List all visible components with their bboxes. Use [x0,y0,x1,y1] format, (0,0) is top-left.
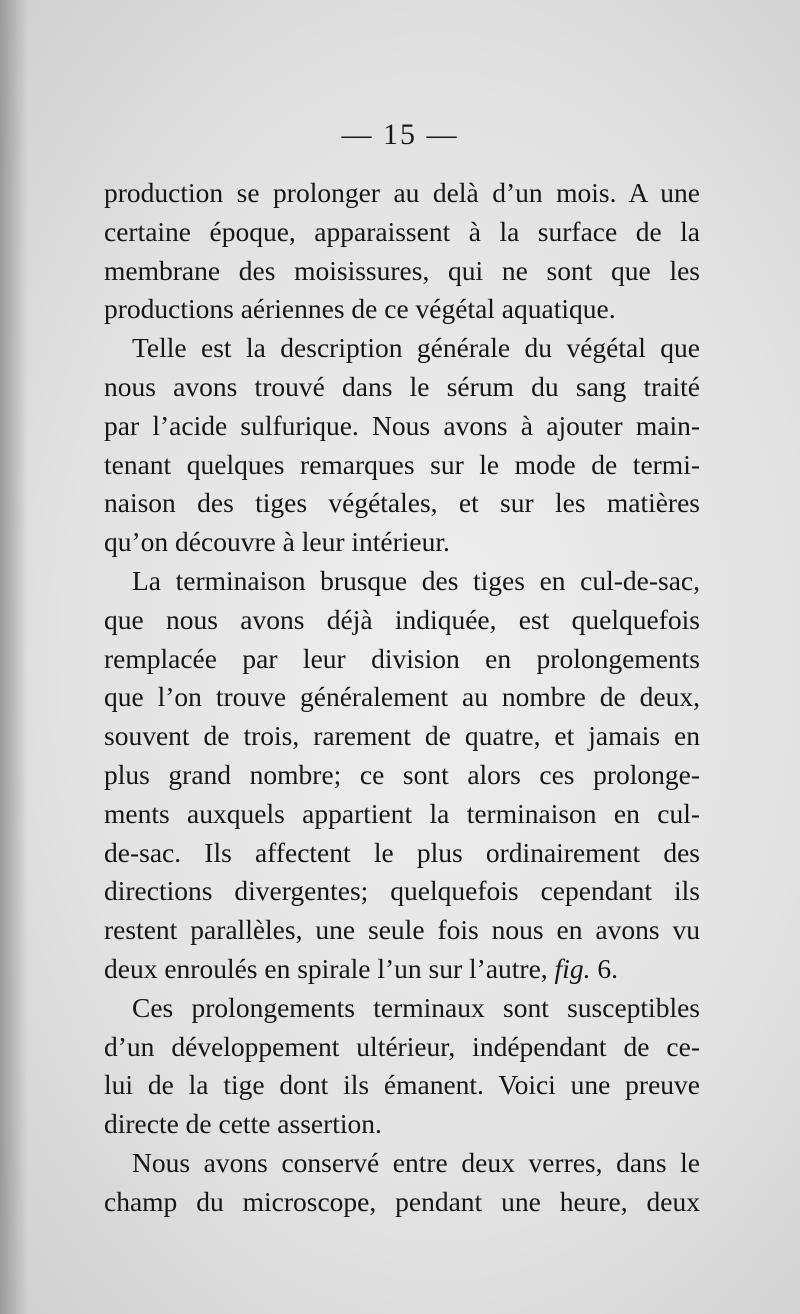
text-line: certaine époque, apparaissent à la surface de la [104,215,700,247]
text-line: production se prolonger au delà d’un mois. A une [104,177,700,208]
text-line: membrane des moisissures, qui ne sont que les [104,254,700,286]
text-line: plus grand nombre; ce sont alors ces prolonge- [104,758,700,790]
text-line: que l’on trouve généralement au nombre de deux, [104,681,700,713]
text-line: naison des tiges végétales, et sur les matières [104,487,700,519]
text-line: lui de la tige dont ils émanent. Voici une preuve [104,1069,700,1101]
text-line: de-sac. Ils affectent le plus ordinairement des [104,836,700,868]
text-line: souvent de trois, rarement de quatre, et jamais en [104,720,700,752]
text-line: par l’acide sulfurique. Nous avons à ajouter main- [104,409,700,441]
text-line: qu’on découvre à leur intérieur. [104,526,450,558]
text-line: deux enroulés en spirale l’un sur l’autre, fig. 6. [104,952,618,984]
text-line: nous avons trouvé dans le sérum du sang traité [104,370,700,402]
text-line: ments auxquels appartient la terminaison en cul- [104,797,700,829]
figure-reference: fig. [554,952,591,984]
page-number: — 15 — [341,118,459,151]
text-line: Telle est la description générale du végétal que [132,332,700,364]
text-line: restent parallèles, une seule fois nous en avons vu [104,914,700,946]
text-line: productions aériennes de ce végétal aquatique. [104,293,616,325]
text-line: directions divergentes; quelquefois cependant ils [104,875,700,907]
text-line: Ces prolongements terminaux sont susceptibles [132,991,700,1023]
text-line: d’un développement ultérieur, indépendant de ce- [104,1030,700,1062]
text-line: champ du microscope, pendant une heure, deux [104,1185,700,1217]
text-line: La terminaison brusque des tiges en cul-de-sac, [132,564,700,596]
text-line: que nous avons déjà indiquée, est quelquefois [104,603,700,635]
text-line: directe de cette assertion. [104,1108,382,1140]
text-line: Nous avons conservé entre deux verres, dans le [132,1146,700,1178]
body-text [104,174,700,1222]
text-line: remplacée par leur division en prolongements [104,642,700,674]
text-line: tenant quelques remarques sur le mode de termi- [104,448,700,480]
